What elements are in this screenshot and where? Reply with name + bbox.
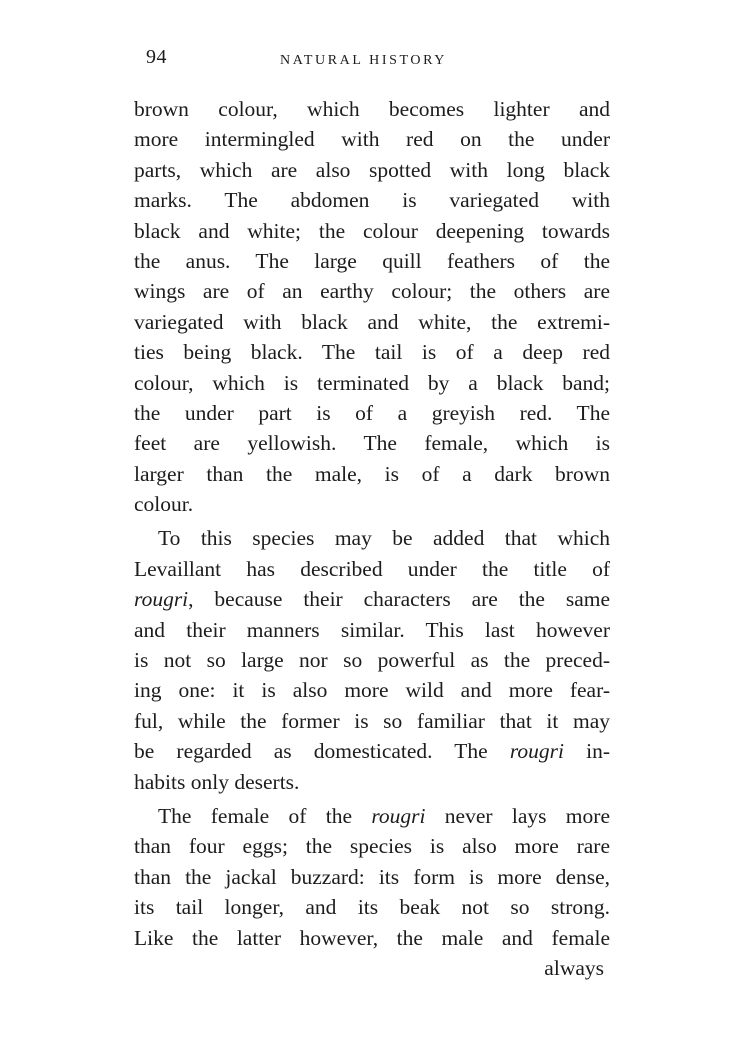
- text-line: [134, 94, 610, 124]
- text-run: , because their characters are the same: [188, 587, 610, 612]
- text-run: ful, while the former is so familiar that it may: [134, 708, 610, 733]
- text-line: [134, 398, 610, 428]
- text-run: colour.: [134, 492, 194, 517]
- text-run: in-: [564, 739, 610, 764]
- text-line: [134, 706, 610, 736]
- text-line: [134, 615, 610, 645]
- text-line: [134, 862, 610, 892]
- text-line: [134, 645, 610, 675]
- text-run: more intermingled with red on the under: [134, 127, 610, 152]
- text-line: [134, 554, 610, 584]
- text-line: [134, 246, 610, 276]
- text-run: feet are yellowish. The female, which is: [134, 431, 610, 456]
- text-run: wings are of an earthy colour; the others are: [134, 279, 610, 304]
- text-run: The female of the: [158, 803, 372, 828]
- text-line: [134, 892, 610, 922]
- text-run: larger than the male, is of a dark brown: [134, 461, 610, 486]
- text-run: colour, which is terminated by a black band;: [134, 370, 610, 395]
- page-header: [146, 46, 614, 76]
- text-run: be regarded as domesticated. The: [134, 739, 510, 764]
- text-run: habits only deserts.: [134, 769, 300, 794]
- paragraph: [134, 523, 610, 797]
- page-number: 94: [146, 46, 167, 68]
- paragraph: [134, 801, 610, 953]
- text-run: and their manners similar. This last however: [134, 617, 610, 642]
- text-run: the anus. The large quill feathers of the: [134, 248, 610, 273]
- text-line: [134, 675, 610, 705]
- text-line: [134, 736, 610, 766]
- text-run: never lays more: [425, 803, 610, 828]
- text-run: marks. The abdomen is variegated with: [134, 188, 610, 213]
- text-line: [134, 185, 610, 215]
- text-run: is not so large nor so powerful as the preced-: [134, 648, 610, 673]
- text-run: ing one: it is also more wild and more fear-: [134, 678, 610, 703]
- catchword: always: [544, 955, 604, 980]
- running-head: NATURAL HISTORY: [280, 53, 447, 68]
- text-run: than four eggs; the species is also more rare: [134, 834, 610, 859]
- text-run: To this species may be added that which: [158, 526, 610, 551]
- text-line: [134, 831, 610, 861]
- text-run: brown colour, which becomes lighter and: [134, 97, 610, 121]
- text-line: [134, 124, 610, 154]
- paragraph: [134, 94, 610, 519]
- text-line: [134, 767, 610, 797]
- text-line: [134, 584, 610, 614]
- text-line: [134, 368, 610, 398]
- text-run: its tail longer, and its beak not so strong.: [134, 895, 610, 920]
- text-line: [134, 923, 610, 953]
- text-run: variegated with black and white, the extremi-: [134, 309, 610, 334]
- italic-term: rougri: [134, 587, 189, 612]
- text-run: Levaillant has described under the title of: [134, 556, 610, 581]
- text-line: [134, 428, 610, 458]
- italic-term: rougri: [371, 803, 426, 828]
- text-line: [134, 307, 610, 337]
- text-run: black and white; the colour deepening towards: [134, 218, 610, 243]
- text-line: [134, 337, 610, 367]
- text-line: [134, 459, 610, 489]
- text-run: the under part is of a greyish red. The: [134, 400, 610, 425]
- text-line: [134, 523, 610, 553]
- text-line: [134, 276, 610, 306]
- text-run: ties being black. The tail is of a deep red: [134, 340, 610, 365]
- italic-term: rougri: [509, 739, 564, 764]
- text-line: [134, 489, 610, 519]
- text-line: [134, 155, 610, 185]
- text-line: [134, 216, 610, 246]
- text-run: parts, which are also spotted with long black: [134, 157, 610, 182]
- text-line: [134, 801, 610, 831]
- text-run: Like the latter however, the male and female: [134, 925, 610, 950]
- text-run: than the jackal buzzard: its form is more dense,: [134, 864, 610, 889]
- body-text: [134, 94, 610, 983]
